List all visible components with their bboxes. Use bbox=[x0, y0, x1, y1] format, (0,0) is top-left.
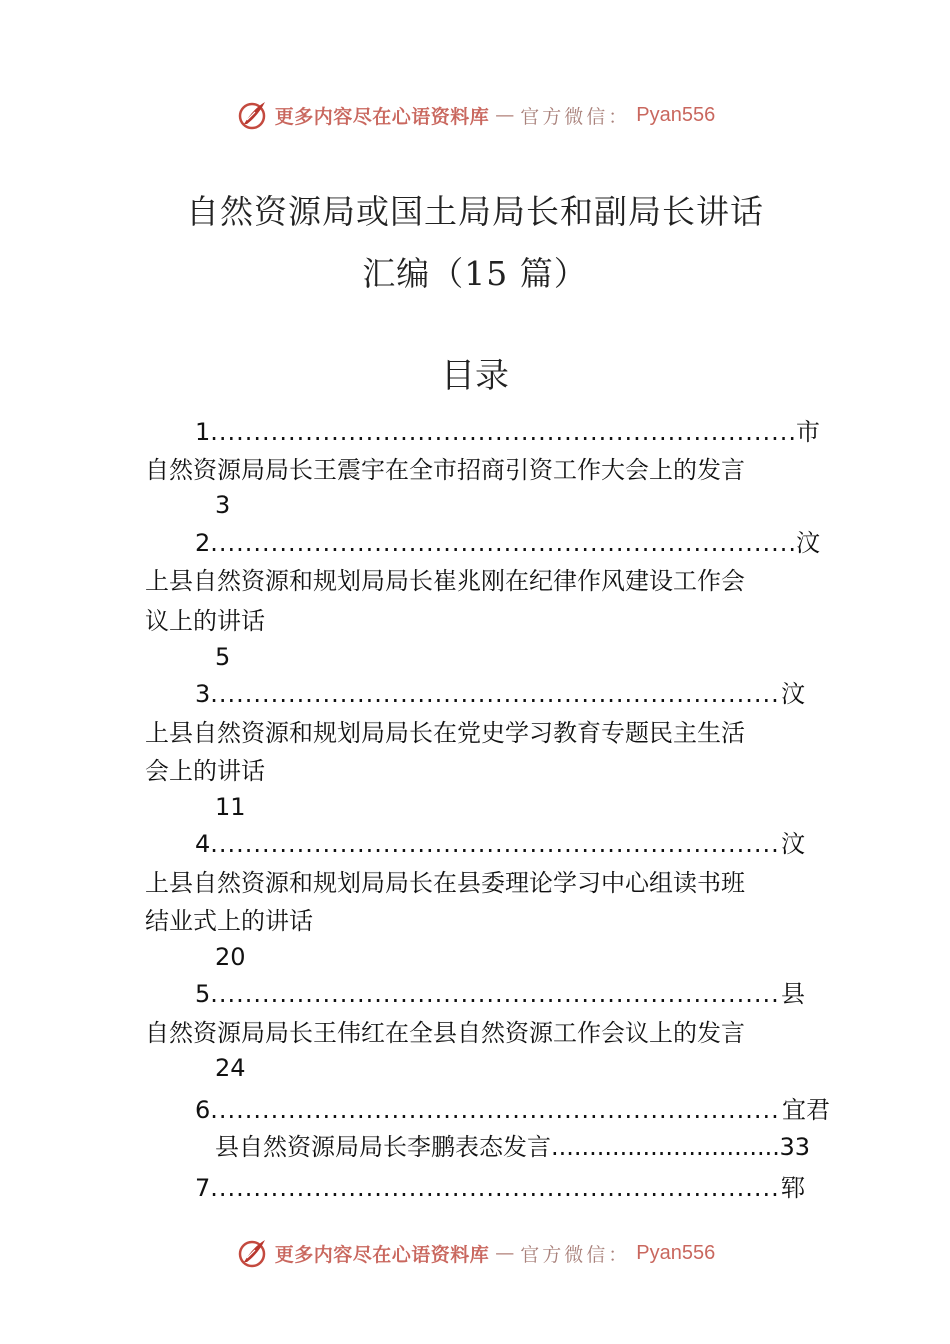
toc-entry-title-start: 郓 bbox=[781, 1174, 805, 1202]
toc-entry-page: 5 bbox=[215, 643, 231, 671]
toc-leader-dots bbox=[210, 528, 796, 558]
toc-entry-title-start: 汶 bbox=[781, 830, 805, 858]
toc-entry-number: 1 bbox=[195, 418, 211, 446]
toc-entry-number: 5 bbox=[195, 980, 211, 1008]
toc-entry-page: 20 bbox=[215, 943, 246, 971]
toc-entry-number: 4 bbox=[195, 830, 211, 858]
toc-leader-dots bbox=[551, 1132, 779, 1162]
quill-logo-icon bbox=[235, 1236, 269, 1270]
watermark-text: 更多内容尽在心语资料库 bbox=[274, 105, 490, 128]
toc-entry-title-start: 汶 bbox=[781, 680, 805, 708]
toc-entry-number: 3 bbox=[195, 680, 211, 708]
toc-entry-title-line: 自然资源局局长王震宇在全市招商引资工作大会上的发言 bbox=[145, 456, 745, 484]
toc-entry-7[interactable] bbox=[195, 1173, 805, 1203]
toc-entry-4[interactable] bbox=[195, 829, 805, 859]
toc-entry-page: 11 bbox=[215, 793, 246, 821]
document-title-line1: 自然资源局或国土局局长和副局长讲话 bbox=[186, 192, 764, 231]
toc-entry-title-line: 会上的讲话 bbox=[145, 757, 265, 785]
toc-entry-title-line: 结业式上的讲话 bbox=[145, 907, 313, 935]
toc-leader-dots bbox=[210, 1095, 782, 1125]
toc-entry-title-line: 上县自然资源和规划局局长在党史学习教育专题民主生活 bbox=[145, 719, 745, 747]
toc-heading: 目录 bbox=[441, 356, 509, 396]
toc-entry-3[interactable] bbox=[195, 679, 805, 709]
document-title-line2: 汇编（15 篇） bbox=[362, 254, 588, 293]
toc-entry-6-line2 bbox=[215, 1132, 810, 1162]
toc-leader-dots bbox=[210, 1173, 781, 1203]
toc-leader-dots bbox=[210, 829, 781, 859]
toc-entry-1[interactable] bbox=[195, 417, 820, 447]
toc-entry-title-line: 上县自然资源和规划局局长在县委理论学习中心组读书班 bbox=[145, 869, 745, 897]
toc-entry-title-start: 市 bbox=[796, 418, 820, 446]
toc-entry-number: 7 bbox=[195, 1174, 211, 1202]
toc-entry-page: 3 bbox=[215, 491, 231, 519]
toc-entry-title-start: 宜君 bbox=[782, 1096, 830, 1124]
toc-entry-title-line: 议上的讲话 bbox=[145, 607, 265, 635]
toc-entry-page: 24 bbox=[215, 1054, 246, 1082]
toc-entry-page: 33 bbox=[779, 1133, 810, 1161]
toc-entry-title-start: 汶 bbox=[796, 529, 820, 557]
quill-logo-icon bbox=[235, 98, 269, 132]
toc-leader-dots bbox=[210, 417, 796, 447]
toc-entry-title-line: 上县自然资源和规划局局长崔兆刚在纪律作风建设工作会 bbox=[145, 567, 745, 595]
watermark-footer bbox=[0, 1233, 950, 1273]
toc-entry-5[interactable] bbox=[195, 979, 805, 1009]
watermark-dash: — bbox=[495, 104, 515, 126]
watermark-weixin-id: Pyan556 bbox=[636, 103, 716, 126]
toc-entry-2[interactable] bbox=[195, 528, 820, 558]
watermark-weixin-id: Pyan556 bbox=[636, 1241, 716, 1264]
toc-entry-6[interactable] bbox=[195, 1095, 830, 1125]
toc-entry-number: 6 bbox=[195, 1096, 211, 1124]
watermark-text: 更多内容尽在心语资料库 bbox=[274, 1243, 490, 1266]
toc-entry-title-line: 自然资源局局长王伟红在全县自然资源工作会议上的发言 bbox=[145, 1019, 745, 1047]
watermark-dash: — bbox=[495, 1242, 515, 1264]
toc-entry-number: 2 bbox=[195, 529, 211, 557]
watermark-weixin-label: 官方微信： bbox=[520, 105, 631, 128]
toc-entry-title-start: 县 bbox=[781, 980, 805, 1008]
watermark-weixin-label: 官方微信： bbox=[520, 1243, 631, 1266]
toc-leader-dots bbox=[210, 679, 781, 709]
toc-leader-dots bbox=[210, 979, 781, 1009]
watermark-header bbox=[0, 95, 950, 135]
toc-entry-title-line: 县自然资源局局长李鹏表态发言 bbox=[215, 1133, 551, 1161]
